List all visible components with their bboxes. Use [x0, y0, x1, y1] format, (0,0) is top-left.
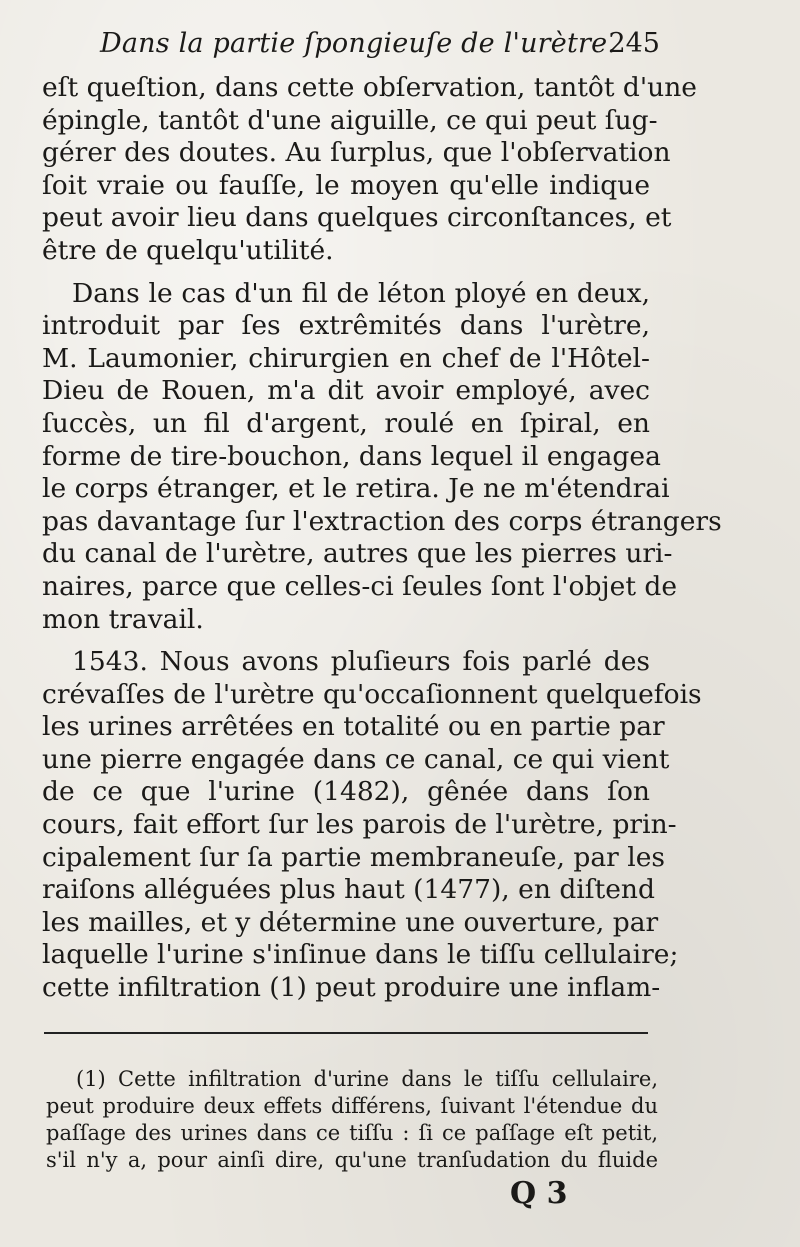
- text-line: introduit par ſes extrêmités dans l'urètre,: [42, 310, 650, 342]
- text-line: être de quelqu'utilité.: [42, 234, 334, 266]
- text-line: forme de tire-bouchon, dans lequel il engagea: [42, 440, 661, 472]
- footnote-line: (1) Cette infiltration d'urine dans le tiſſu cellulaire,: [76, 1067, 658, 1091]
- paragraph-gap: [42, 268, 650, 278]
- signature-mark: Q 3: [510, 1176, 568, 1211]
- text-line: 1543. Nous avons pluſieurs fois parlé des: [72, 646, 650, 678]
- running-title: Dans la partie ſpongieuſe de l'urètre.: [100, 28, 617, 59]
- text-line: crévaſſes de l'urètre qu'occaſionnent quelquefois: [42, 678, 702, 710]
- text-line: pas davantage ſur l'extraction des corps étrangers: [42, 505, 722, 537]
- text-line: cipalement ſur ſa partie membraneuſe, par les: [42, 841, 665, 873]
- page-header: [100, 28, 660, 68]
- text-line: ſoit vraie ou fauſſe, le moyen qu'elle indique: [42, 169, 650, 201]
- text-line: gérer des doutes. Au ſurplus, que l'obſervation: [42, 137, 671, 169]
- text-line: Dieu de Rouen, m'a dit avoir employé, avec: [42, 375, 650, 407]
- text-line: de ce que l'urine (1482), gênée dans ſon: [42, 776, 650, 808]
- text-line: du canal de l'urètre, autres que les pierres uri-: [42, 538, 673, 570]
- text-line: cette infiltration (1) peut produire une inflam-: [42, 972, 661, 1004]
- text-line: ſuccès, un fil d'argent, roulé en ſpiral, en: [42, 407, 650, 439]
- text-line: M. Laumonier, chirurgien en chef de l'Hôtel-: [42, 342, 650, 374]
- footnote-line: s'il n'y a, pour ainſi dire, qu'une tranſudation du fluide: [46, 1148, 658, 1172]
- text-line: naires, parce que celles-ci ſeules ſont l'objet de: [42, 570, 678, 602]
- text-line: les urines arrêtées en totalité ou en partie par: [42, 711, 665, 743]
- text-line: cours, fait effort ſur les parois de l'urètre, prin-: [42, 809, 677, 841]
- text-line: eſt queſtion, dans cette obſervation, tantôt d'une: [42, 72, 697, 103]
- footnote: [46, 1066, 658, 1174]
- footnote-line: paſſage des urines dans ce tiſſu : ſi ce paſſage eſt petit,: [46, 1121, 658, 1145]
- text-line: peut avoir lieu dans quelques circonſtances, et: [42, 202, 672, 234]
- paragraph-gap: [42, 636, 650, 646]
- text-line: laquelle l'urine s'inſinue dans le tiſſu cellulaire;: [42, 939, 679, 971]
- text-line: mon travail.: [42, 603, 204, 635]
- text-line: raiſons alléguées plus haut (1477), en diſtend: [42, 874, 655, 906]
- page-number: 245: [608, 28, 660, 59]
- text-line: une pierre engagée dans ce canal, ce qui vient: [42, 743, 670, 775]
- text-line: le corps étranger, et le retira. Je ne m'étendrai: [42, 473, 670, 505]
- footnote-rule: [44, 1032, 648, 1034]
- text-line: les mailles, et y détermine une ouverture, par: [42, 906, 659, 938]
- text-line: épingle, tantôt d'une aiguille, ce qui peut ſug-: [42, 104, 658, 136]
- footnote-line: peut produire deux effets différens, ſuivant l'étendue du: [46, 1094, 658, 1118]
- main-text: [42, 72, 722, 1005]
- text-line: Dans le cas d'un fil de léton ployé en deux,: [72, 277, 650, 309]
